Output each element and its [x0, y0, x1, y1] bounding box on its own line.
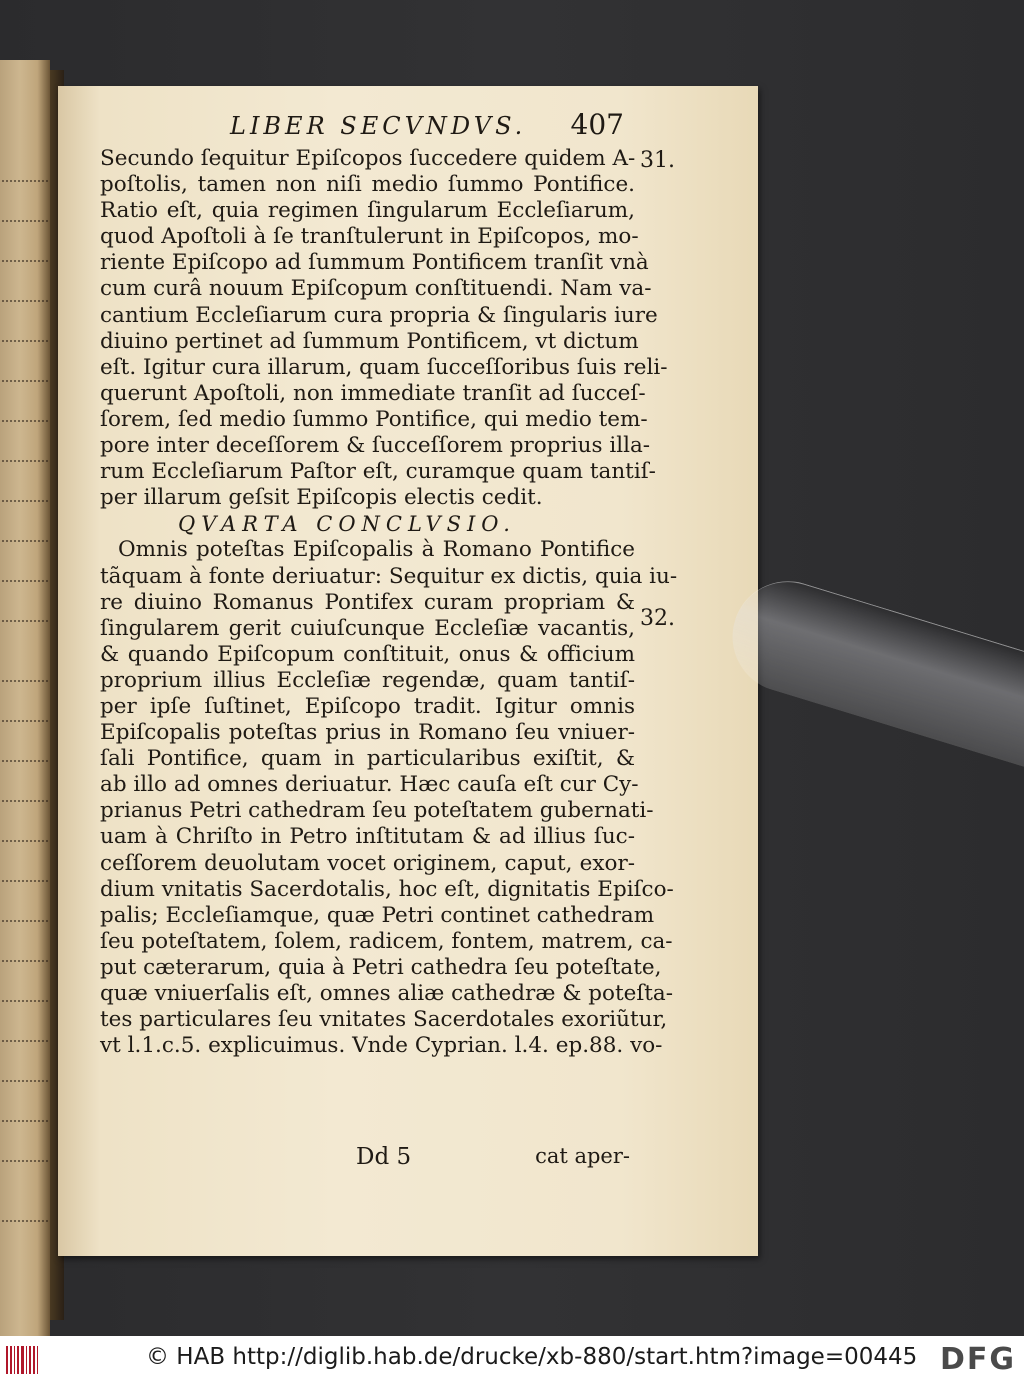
page-header: [120, 106, 640, 146]
text-line: quæ vniuerſalis eſt, omnes aliæ cathedræ & poteſta-: [100, 981, 674, 1006]
text-line: put cæterarum, quia à Petri cathedra ſeu poteſtate,: [100, 954, 662, 980]
text-line: ſorem, ſed medio ſummo Pontifice, qui medio tem-: [100, 406, 648, 432]
margin-note-32: 32.: [640, 606, 675, 631]
text-line: ceſſorem deuolutam vocet originem, caput, exor-: [100, 850, 635, 876]
text-line: Epiſcopalis poteſtas prius in Romano ſeu vniuer-: [100, 720, 635, 746]
text-line: dium vnitatis Sacerdotalis, hoc eſt, dignitatis Epiſco-: [100, 876, 674, 902]
page-number: 407: [570, 108, 624, 141]
signature-mark: Dd 5: [356, 1144, 412, 1170]
text-line: pore inter deceſſorem & ſucceſſorem proprius illa-: [100, 433, 651, 459]
text-line: palis; Eccleſiamque, quæ Petri continet cathedram: [100, 902, 655, 928]
margin-note-31: 31.: [640, 148, 675, 173]
text-line: ſali Pontifice, quam in particularibus exiſtit, &: [100, 746, 635, 772]
text-line: ab illo ad omnes deriuatur. Hæc cauſa eſt cur Cy-: [100, 772, 639, 798]
text-line: Ratio eſt, quia regimen ſingularum Eccleſiarum,: [100, 198, 635, 224]
text-line: rum Eccleſiarum Paſtor eſt, curamque quam tantiſ-: [100, 459, 656, 485]
text-line: Secundo ſequitur Epiſcopos ſuccedere quidem A-: [100, 146, 636, 171]
text-line: tãquam à fonte deriuatur: Sequitur ex dictis, quia iu-: [100, 563, 678, 589]
barcode-icon: [6, 1346, 40, 1374]
text-line: prianus Petri cathedram ſeu poteſtatem gubernati-: [100, 798, 654, 824]
text-line: diuino pertinet ad ſummum Pontificem, vt dictum: [100, 328, 639, 354]
text-line: per illarum geſsit Epiſcopis electis cedit.: [100, 485, 543, 511]
section-heading: QVARTA CONCLVSIO.: [178, 512, 516, 537]
credit-bar: [0, 1336, 1024, 1384]
text-line: Omnis poteſtas Epiſcopalis à Romano Pontifice: [118, 537, 635, 563]
text-line: per ipſe ſuſtinet, Epiſcopo tradit. Igitur omnis: [100, 693, 635, 719]
page-footer: [100, 1144, 630, 1174]
copyright-text: © HAB http://diglib.hab.de/drucke/xb-880/start.htm?image=00445: [146, 1344, 918, 1370]
catchword: cat aper-: [535, 1144, 630, 1168]
text-line: cantium Eccleſiarum cura propria & ſingularis iure: [100, 302, 658, 328]
dfg-logo: DFG: [939, 1342, 1016, 1377]
text-line: querunt Apoſtoli, non immediate tranſit ad ſucceſ-: [100, 380, 646, 406]
text-line: poſtolis, tamen non niſi medio ſummo Pontifice.: [100, 172, 635, 198]
text-line: proprium illius Eccleſiæ regendæ, quam tantiſ-: [100, 667, 635, 693]
text-line: ſingularem gerit cuiuſcunque Eccleſiæ vacantis,: [100, 615, 635, 641]
running-head: LIBER SECVNDVS.: [230, 112, 527, 140]
text-line: uam à Chriſto in Petro inſtitutam & ad illius ſuc-: [100, 824, 635, 850]
previous-page-edge: [0, 60, 50, 1340]
text-line: vt l.1.c.5. explicuimus. Vnde Cyprian. l.4. ep.88. vo-: [100, 1033, 663, 1059]
text-line: cum curâ nouum Epiſcopum conſtituendi. Nam va-: [100, 276, 652, 302]
text-line: eſt. Igitur cura illarum, quam ſucceſſoribus ſuis reli-: [100, 354, 668, 380]
text-line: quod Apoſtoli à ſe tranſtulerunt in Epiſcopos, mo-: [100, 224, 639, 250]
text-line: riente Epiſcopo ad ſummum Pontificem tranſit vnà: [100, 250, 649, 276]
text-line: tes particulares ſeu vnitates Sacerdotales exoriũtur,: [100, 1007, 668, 1033]
text-line: ſeu poteſtatem, ſolem, radicem, fontem, matrem, ca-: [100, 928, 673, 954]
text-line: re diuino Romanus Pontifex curam propriam &: [100, 589, 635, 615]
text-line: & quando Epiſcopum conſtituit, onus & officium: [100, 641, 635, 667]
